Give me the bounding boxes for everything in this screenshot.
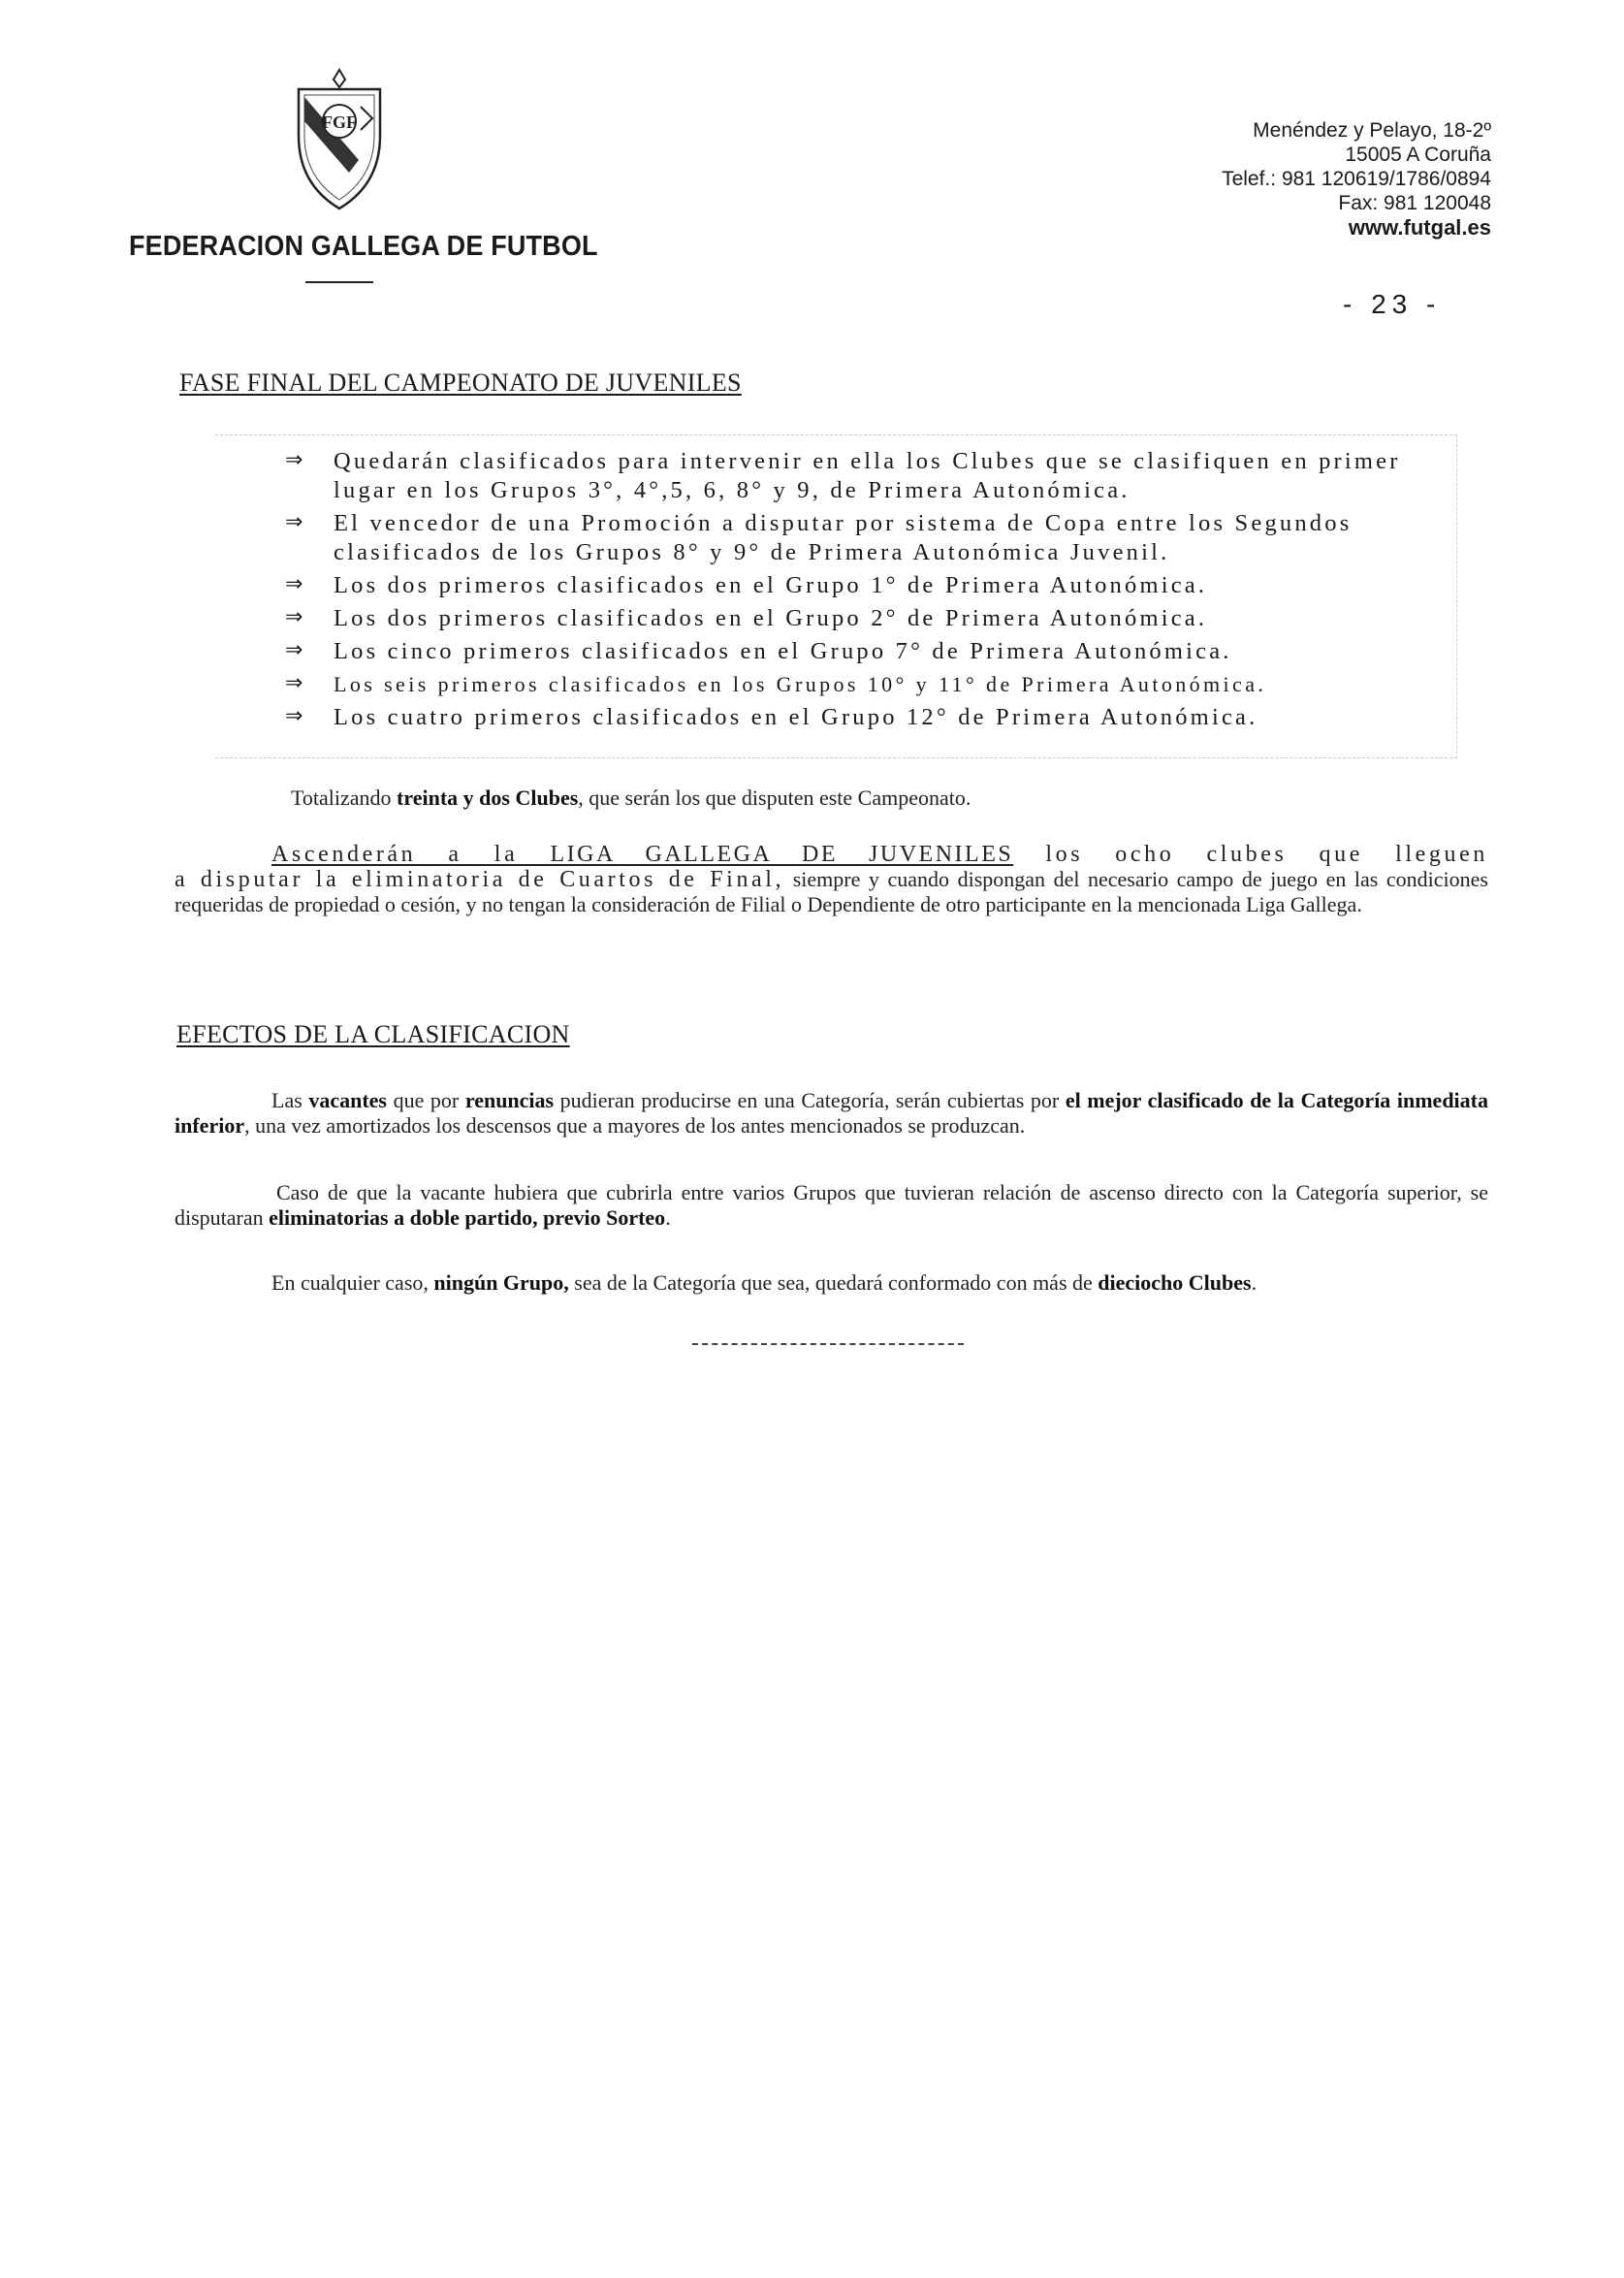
text: a disputar la eliminatoria de Cuartos de Final, (175, 867, 785, 892)
svg-text:FGF: FGF (322, 112, 357, 132)
address-line: Menéndez y Pelayo, 18-2º (1253, 119, 1491, 142)
text: que por (387, 1088, 465, 1112)
organization-name: FEDERACION GALLEGA DE FUTBOL (129, 231, 598, 262)
text: Totalizando (291, 786, 398, 810)
qualifier-box (215, 434, 1457, 758)
qualifier-list (285, 447, 1449, 736)
tie-paragraph (175, 1180, 1488, 1231)
list-item-text: Quedarán clasificados para intervenir en ella los Clubes que se clasifiquen en primer lugar en los Grupos 3°, 4°,5, 6, 8° y 9, de Primera Autonómica. (334, 448, 1401, 503)
list-item (285, 447, 1449, 505)
arrow-icon: ⇒ (285, 671, 303, 695)
bold-text: treinta y dos Clubes (397, 786, 579, 810)
arrow-icon: ⇒ (285, 704, 303, 728)
text: Ascenderán a la (271, 842, 551, 867)
list-item (285, 571, 1449, 600)
ascension-rest (175, 867, 1488, 917)
list-item-text: Los dos primeros clasificados en el Grupo 2° de Primera Autonómica. (334, 605, 1208, 631)
list-item (285, 637, 1449, 666)
text: sea de la Categoría que sea, quedará conformado con más de (568, 1270, 1099, 1295)
bold-text: vacantes (308, 1088, 387, 1112)
arrow-icon: ⇒ (285, 572, 303, 596)
divider (305, 281, 373, 283)
list-item (285, 670, 1449, 699)
text: Las (271, 1088, 309, 1112)
bold-text: renuncias (464, 1088, 555, 1112)
text: , que serán los que disputen este Campeonato. (578, 786, 971, 810)
contact-address (1222, 118, 1491, 240)
end-divider (692, 1343, 964, 1345)
text: Caso de que la vacante hubiera que cubrirla entre varios Grupos que tuvieran relación de ascenso directo con la Categoría superior, se disputaran (175, 1180, 1488, 1230)
totalizing-paragraph (291, 786, 971, 811)
vacancies-paragraph (175, 1088, 1488, 1139)
address-line: 15005 A Coruña (1345, 144, 1491, 166)
list-item (285, 703, 1449, 732)
page-number: - 23 - (1343, 289, 1442, 319)
bold-text: eliminatorias a doble partido, previo Sorteo (269, 1205, 666, 1230)
list-item (285, 509, 1449, 567)
league-name: LIGA GALLEGA DE JUVENILES (550, 842, 1014, 867)
section-title: FASE FINAL DEL CAMPEONATO DE JUVENILES (179, 369, 742, 397)
ascension-lead (175, 842, 1013, 867)
arrow-icon: ⇒ (285, 510, 303, 534)
text: , una vez amortizados los descensos que a mayores de los antes mencionados se produzcan. (244, 1113, 1026, 1138)
limit-paragraph (175, 1270, 1488, 1296)
website-link[interactable]: www.futgal.es (1348, 215, 1491, 240)
arrow-icon: ⇒ (285, 448, 303, 472)
ascension-first-line (175, 842, 1488, 867)
text: . (1251, 1270, 1258, 1295)
list-item-text: Los cinco primeros clasificados en el Grupo 7° de Primera Autonómica. (334, 638, 1232, 664)
text: . (665, 1205, 671, 1230)
list-item (285, 604, 1449, 633)
address-line: Telef.: 981 120619/1786/0894 (1222, 168, 1491, 190)
text: En cualquier caso, (271, 1270, 434, 1295)
bold-text: el mejor clasificado de la Categoría inmediata inferior (175, 1088, 1488, 1138)
bold-text: dieciocho Clubes (1098, 1270, 1252, 1295)
address-line: Fax: 981 120048 (1338, 192, 1491, 214)
ascension-paragraph (175, 842, 1488, 917)
list-item-text: El vencedor de una Promoción a disputar por sistema de Copa entre los Segundos clasificados de los Grupos 8° y 9° de Primera Autonómica Juvenil. (334, 510, 1353, 565)
federation-crest-icon (291, 68, 388, 213)
text: los ocho clubes que lleguen (1013, 842, 1488, 867)
list-item-text: Los dos primeros clasificados en el Grupo 1° de Primera Autonómica. (334, 572, 1208, 598)
list-item-text: Los cuatro primeros clasificados en el Grupo 12° de Primera Autonómica. (334, 704, 1258, 730)
text: pudieran producirse en una Categoría, serán cubiertas por (554, 1088, 1066, 1112)
arrow-icon: ⇒ (285, 605, 303, 629)
section-title: EFECTOS DE LA CLASIFICACION (176, 1020, 570, 1048)
list-item-text: Los seis primeros clasificados en los Grupos 10° y 11° de Primera Autonómica. (334, 672, 1267, 696)
bold-text: ningún Grupo, (433, 1270, 569, 1295)
text: siempre y cuando dispongan del necesario campo de juego en las condiciones requeridas de propiedad o cesión, y no tengan la consideración de Filial o Dependiente de otro participante en la mencionada Liga Gallega. (175, 867, 1488, 916)
arrow-icon: ⇒ (285, 638, 303, 662)
